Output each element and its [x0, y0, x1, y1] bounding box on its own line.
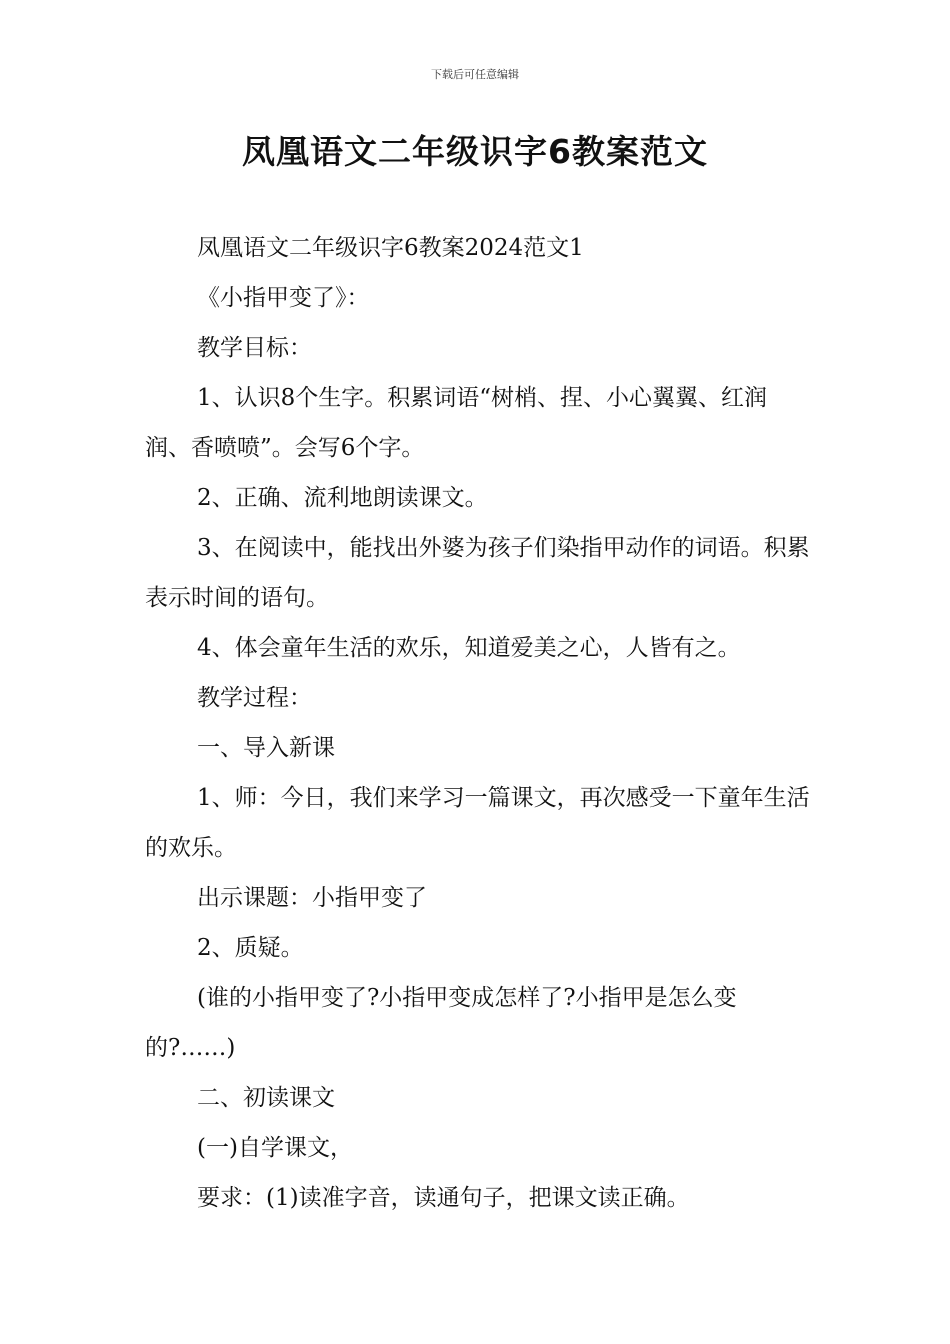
paragraph-goal-2: 2、正确、流利地朗读课文。 [197, 485, 488, 511]
paragraph-goal-3: 3、在阅读中，能找出外婆为孩子们染指甲动作的词语。积累表示时间的语句。 [145, 535, 810, 611]
document-body [145, 223, 813, 1223]
paragraph-questions: (谁的小指甲变了?小指甲变成怎样了?小指甲是怎么变的?……) [145, 985, 737, 1061]
paragraph-section-2: 二、初读课文 [197, 1085, 335, 1111]
paragraph-goal-4: 4、体会童年生活的欢乐，知道爱美之心，人皆有之。 [197, 635, 741, 661]
paragraph-process-heading: 教学过程： [197, 685, 312, 711]
paragraph-step-1: 1、师：今日，我们来学习一篇课文，再次感受一下童年生活的欢乐。 [145, 785, 810, 861]
paragraph-section-1: 一、导入新课 [197, 735, 335, 761]
paragraph-step-2: 2、质疑。 [197, 935, 304, 961]
paragraph-subtitle: 凤凰语文二年级识字6教案2024范文1 [197, 235, 584, 261]
paragraph-lesson-name: 《小指甲变了》： [197, 285, 370, 311]
paragraph-goals-heading: 教学目标： [197, 335, 312, 361]
paragraph-show-title: 出示课题：小指甲变了 [197, 885, 427, 911]
paragraph-self-study: (一)自学课文， [197, 1135, 353, 1161]
header-note: 下载后可任意编辑 [431, 68, 519, 81]
paragraph-requirements: 要求：(1)读准字音，读通句子，把课文读正确。 [197, 1185, 690, 1211]
document-title: 凤凰语文二年级识字6教案范文 [242, 132, 708, 171]
paragraph-goal-1: 1、认识8个生字。积累词语“树梢、捏、小心翼翼、红润润、香喷喷”。会写6个字。 [145, 385, 768, 461]
